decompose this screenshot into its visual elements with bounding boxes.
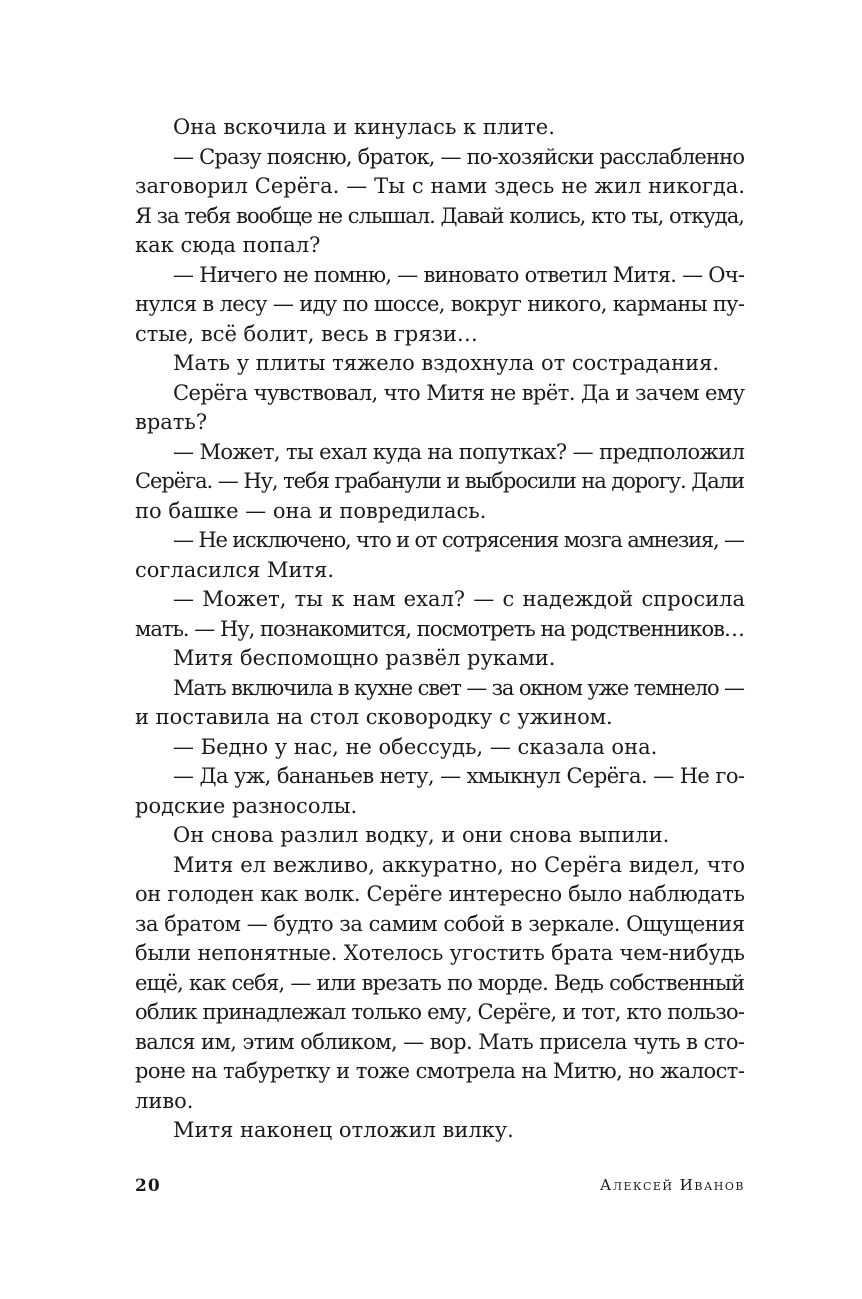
text-line: — Ничего не помню, — виновато ответил Митя. — Оч-	[173, 262, 745, 287]
text-line: Митя ел вежливо, аккуратно, но Серёга видел, что	[173, 852, 745, 877]
text-line: Митя наконец отложил вилку.	[173, 1118, 514, 1142]
text-line: как сюда попал?	[135, 233, 321, 257]
text-line: — Сразу поясню, браток, — по-хозяйски расслабленно	[173, 144, 745, 169]
running-footer-author: Алексей Иванов	[599, 1176, 745, 1194]
text-line: согласился Митя.	[135, 557, 335, 582]
text-line: были непонятные. Хотелось угостить брата чем-нибудь	[135, 941, 745, 965]
text-line: он голоден как волк. Серёге интересно было наблюдать	[135, 882, 745, 906]
text-line: — Может, ты к нам ехал? — с надеждой спросила	[173, 587, 745, 611]
text-line: ещё, как себя, — или врезать по морде. Ведь собственный	[135, 970, 745, 995]
text-line: — Не исключено, что и от сотрясения мозга амнезия, —	[173, 528, 744, 552]
text-line: ливо.	[135, 1088, 194, 1113]
text-line: Митя беспомощно развёл руками.	[173, 646, 556, 670]
text-line: за братом — будто за самим собой в зеркале. Ощущения	[135, 911, 745, 936]
body-text	[135, 113, 745, 1146]
text-line: Серёга. — Ну, тебя грабанули и выбросили на дорогу. Дали	[135, 469, 744, 493]
text-line: Мать у плиты тяжело вздохнула от сострадания.	[173, 351, 720, 375]
page-footer	[135, 1176, 745, 1202]
text-line: Серёга чувствовал, что Митя не врёт. Да и зачем ему	[173, 380, 745, 405]
text-line: родские разносолы.	[135, 793, 358, 818]
text-line: Она вскочила и кинулась к плите.	[173, 115, 555, 139]
text-line: врать?	[135, 410, 208, 434]
text-line: — Может, ты ехал куда на попутках? — предположил	[173, 439, 745, 464]
text-line: Мать включила в кухне свет — за окном уже темнело —	[173, 675, 744, 700]
text-line: Я за тебя вообще не слышал. Давай колись, кто ты, откуда,	[135, 203, 744, 228]
text-line: роне на табуретку и тоже смотрела на Митю, но жалост-	[135, 1059, 745, 1083]
text-line: заговорил Серёга. — Ты с нами здесь не жил никогда.	[135, 174, 745, 198]
page-number: 20	[135, 1176, 161, 1196]
text-line: и поставила на стол сковородку с ужином.	[135, 705, 613, 729]
text-line: Он снова разлил водку, и они снова выпили.	[173, 823, 670, 847]
text-line: по башке — она и повредилась.	[135, 498, 487, 523]
text-line: мать. — Ну, познакомится, посмотреть на родственников…	[135, 616, 744, 641]
text-line: — Бедно у нас, не обессудь, — сказала она.	[173, 734, 658, 759]
text-line: стые, всё болит, весь в грязи…	[135, 321, 478, 346]
text-line: вался им, этим обликом, — вор. Мать присела чуть в сто-	[135, 1029, 745, 1054]
text-line: — Да уж, бананьев нету, — хмыкнул Серёга. — Не го-	[173, 764, 745, 788]
text-line: нулся в лесу — иду по шоссе, вокруг никого, карманы пу-	[135, 292, 745, 316]
text-line: облик принадлежал только ему, Серёге, и тот, кто пользо-	[135, 1000, 745, 1024]
